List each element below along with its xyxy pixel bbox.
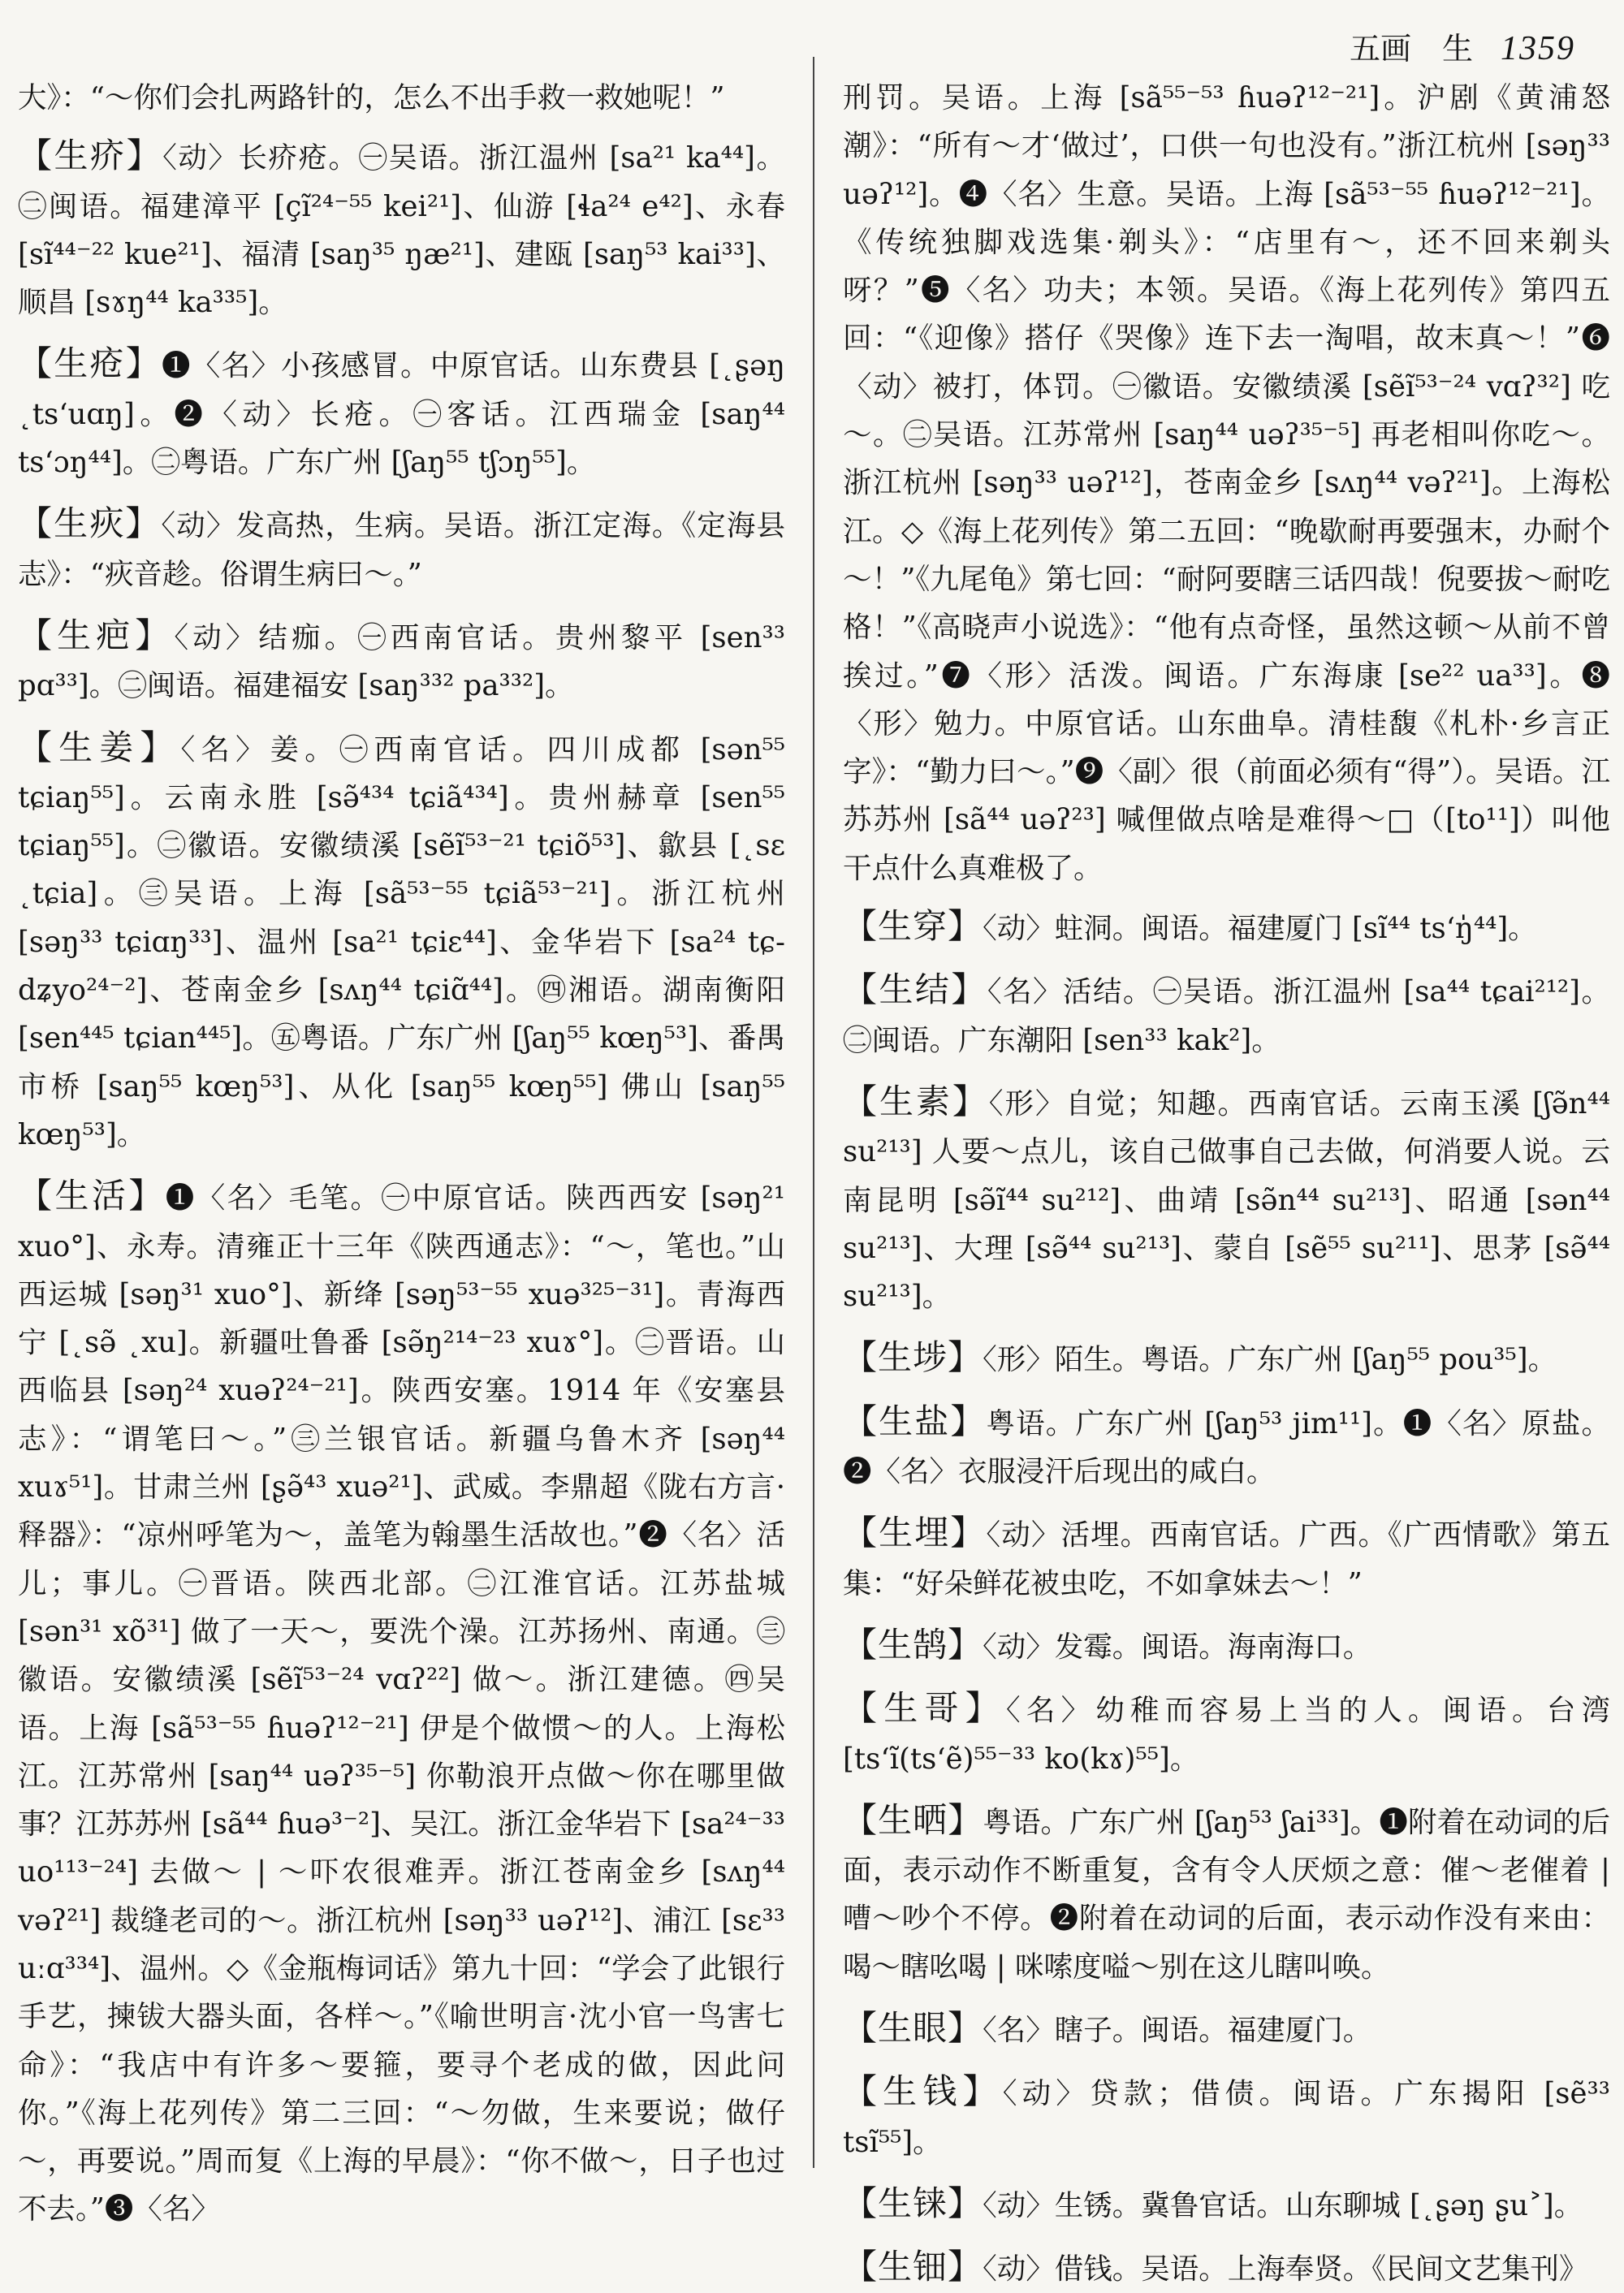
dictionary-entry bbox=[843, 2067, 1610, 2166]
entry-headword: 【生疥】 bbox=[18, 136, 163, 176]
entry-headword: 【生埋】 bbox=[843, 1513, 987, 1553]
entry-headword: 【生眼】 bbox=[843, 2007, 983, 2048]
dictionary-entry bbox=[18, 499, 785, 598]
entry-body: 〈动〉发霉。闽语。海南海口。 bbox=[983, 1630, 1372, 1664]
dictionary-entry bbox=[18, 1172, 785, 2234]
dictionary-entry bbox=[843, 71, 1610, 892]
entry-body: ❶〈名〉小孩感冒。中原官话。山东费县 [˛ʂəŋ ˛tsʻuɑŋ]。❷〈动〉长疮。㊀客话。江西瑞金 [saŋ⁴⁴ tsʻɔŋ⁴⁴]。㊁粤语。广东广州 [ʃaŋ⁵⁵ tʃɔŋ⁵⁵]。 bbox=[18, 349, 785, 480]
entry-headword: 【生盐】 bbox=[843, 1401, 987, 1441]
entry-headword: 【生铼】 bbox=[843, 2183, 983, 2223]
entry-headword: 【生疮】 bbox=[18, 343, 162, 384]
dictionary-entry bbox=[843, 1077, 1610, 1320]
entry-headword: 【生哥】 bbox=[843, 1688, 1006, 1729]
entry-headword: 【生结】 bbox=[843, 969, 987, 1010]
entry-headword: 【生穿】 bbox=[843, 906, 983, 947]
entry-body: 〈动〉结痂。㊀西南官话。贵州黎平 [sen³³ pɑ³³]。㊁闽语。福建福安 [saŋ³³² pa³³²]。 bbox=[18, 620, 785, 703]
page-header bbox=[49, 18, 1575, 67]
entry-headword: 【生晒】 bbox=[843, 1799, 983, 1840]
entry-body: 〈名〉活结。㊀吴语。浙江温州 [sa⁴⁴ tɕai²¹²]。㊁闽语。广东潮阳 [sen³³ kak²]。 bbox=[843, 975, 1610, 1057]
entry-body: 刑罚。吴语。上海 [sã⁵⁵⁻⁵³ ɦuəʔ¹²⁻²¹]。沪剧《黄浦怒潮》：“所有～才‘做过’，口供一句也没有。”浙江杭州 [səŋ³³ uəʔ¹²]。❹〈名〉生意。吴语。上海 [sã⁵³⁻⁵⁵ ɦuəʔ¹²⁻²¹]。《传统独脚戏选集·剃头》：“店里有～，还不回来剃头呀？”❺〈名〉功夫；本领。吴语。《海上花列传》第四五回：“《迎像》搭仔《哭像》连下去一淘唱，故末真～！”❻〈动〉被打，体罚。㊀徽语。安徽绩溪 [sẽĩ⁵³⁻²⁴ vɑʔ³²] 吃～。㊁吴语。江苏常州 [saŋ⁴⁴ uəʔ³⁵⁻⁵] 再老相叫你吃～。浙江杭州 [səŋ³³ uəʔ¹²]，苍南金乡 [sʌŋ⁴⁴ vəʔ²¹]。上海松江。◇《海上花列传》第二五回：“晚歇耐再要强末，办耐个～！”《九尾龟》第七回：“耐阿要瞎三话四哉！倪要拔～耐吃格！”《高晓声小说选》：“他有点奇怪，虽然这顿～从前不曾挨过。”❼〈形〉活泼。闽语。广东海康 [se²² ua³³]。❽〈形〉勉力。中原官话。山东曲阜。清桂馥《札朴·乡言正字》：“勤力曰～。”❾〈副〉很（前面必须有“得”）。吴语。江苏苏州 [sã⁴⁴ uəʔ²³] 喊俚做点啥是难得～□（[to¹¹]）叫他干点什么真难极了。 bbox=[843, 81, 1610, 885]
dictionary-entry bbox=[18, 339, 785, 486]
dictionary-entry bbox=[843, 2179, 1610, 2230]
dictionary-entry bbox=[18, 611, 785, 710]
dictionary-entry bbox=[843, 1397, 1610, 1496]
dictionary-entry bbox=[843, 1621, 1610, 1671]
entry-headword: 【生钱】 bbox=[843, 2071, 1003, 2112]
entry-body: 粤语。广东广州 [ʃaŋ⁵³ jim¹¹]。❶〈名〉原盐。❷〈名〉衣服浸汗后现出的咸白。 bbox=[843, 1406, 1610, 1489]
entry-body: 〈形〉自觉；知趣。西南官话。云南玉溪 [ʃə̃n⁴⁴ su²¹³] 人要～点儿，该自己做事自己去做，何消要人说。云南昆明 [sə̃ĩ⁴⁴ su²¹²]、曲靖 [sə̃n⁴⁴ su²¹³]、昭通 [sən⁴⁴ su²¹³]、大理 [sə̃⁴⁴ su²¹³]、蒙自 [sẽ⁵⁵ su²¹¹]、思茅 [sə̃⁴⁴ su²¹³]。 bbox=[843, 1086, 1610, 1314]
entry-body: 〈动〉长疥疮。㊀吴语。浙江温州 [sa²¹ ka⁴⁴]。㊁闽语。福建漳平 [çĩ²⁴⁻⁵⁵ kei²¹]、仙游 [ɬa²⁴ e⁴²]、永春 [sĩ⁴⁴⁻²² kue²¹]、福清 [saŋ³⁵ ŋæ²¹]、建瓯 [saŋ⁵³ kai³³]、顺昌 [sɤŋ⁴⁴ ka³³⁵]。 bbox=[18, 141, 785, 320]
entry-body: 〈动〉生锈。冀鲁官话。山东聊城 [˛ʂəŋ ʂu˃]。 bbox=[983, 2188, 1583, 2222]
dictionary-entry bbox=[843, 2004, 1610, 2054]
dictionary-entry bbox=[18, 132, 785, 326]
entry-headword: 【生疢】 bbox=[18, 503, 162, 544]
dictionary-entry bbox=[843, 902, 1610, 952]
entry-headword: 【生鹄】 bbox=[843, 1624, 983, 1665]
dictionary-entry bbox=[18, 723, 785, 1159]
right-column bbox=[843, 71, 1610, 2287]
entry-body: 〈名〉幼稚而容易上当的人。闽语。台湾 [tsʻĩ(tsʻẽ)⁵⁵⁻³³ ko(kɤ)⁵⁵]。 bbox=[843, 1694, 1610, 1776]
entry-body: 〈名〉姜。㊀西南官话。四川成都 [sən⁵⁵ tɕiaŋ⁵⁵]。云南永胜 [sə̃⁴³⁴ tɕiã⁴³⁴]。贵州赫章 [sen⁵⁵ tɕiaŋ⁵⁵]。㊁徽语。安徽绩溪 [sẽĩ⁵³⁻²¹ tɕiõ⁵³]、歙县 [˛sɛ ˛tɕia]。㊂吴语。上海 [sã⁵³⁻⁵⁵ tɕiã⁵³⁻²¹]。浙江杭州 [səŋ³³ tɕiɑŋ³³]、温州 [sa²¹ tɕiɛ⁴⁴]、金华岩下 [sa²⁴ tɕ-dʑyo²⁴⁻²]、苍南金乡 [sʌŋ⁴⁴ tɕiɑ̃⁴⁴]。㊃湘语。湖南衡阳 [sen⁴⁴⁵ tɕian⁴⁴⁵]。㊄粤语。广东广州 [ʃaŋ⁵⁵ kœŋ⁵³]、番禺市桥 [saŋ⁵⁵ kœŋ⁵³]、从化 [saŋ⁵⁵ kœŋ⁵⁵] 佛山 [saŋ⁵⁵ kœŋ⁵³]。 bbox=[18, 732, 785, 1151]
dictionary-entry bbox=[843, 1796, 1610, 1991]
dictionary-entry bbox=[843, 1684, 1610, 1783]
entry-body: 粤语。广东广州 [ʃaŋ⁵³ ʃai³³]。❶附着在动词的后面，表示动作不断重复，含有令人厌烦之意：催～老催着 | 嘈～吵个不停。❷附着在动词的后面，表示动作没有来由：喝～瞎吆喝 | 咪嗦度嗌～别在这儿瞎叫唤。 bbox=[843, 1805, 1610, 1984]
entry-body: 〈动〉活埋。西南官话。广西。《广西情歌》第五集：“好朵鲜花被虫吃，不如拿妹去～！” bbox=[843, 1518, 1610, 1600]
entry-headword: 【生钿】 bbox=[843, 2247, 983, 2287]
entry-body: 〈形〉陌生。粤语。广东广州 [ʃaŋ⁵⁵ pou³⁵]。 bbox=[983, 1343, 1557, 1377]
section-title: 五画 生 bbox=[1349, 31, 1473, 67]
entry-headword: 【生埗】 bbox=[843, 1337, 983, 1378]
dictionary-entry bbox=[843, 2243, 1610, 2293]
entry-body: 〈动〉借钱。吴语。上海奉贤。《民间文艺集刊》 bbox=[983, 2252, 1588, 2287]
entry-body: 〈动〉贷款；借债。闽语。广东揭阳 [sẽ³³ tsĩ⁵⁵]。 bbox=[843, 2077, 1610, 2159]
entry-body: 〈动〉蛀洞。闽语。福建厦门 [sĩ⁴⁴ tsʻŋ̍⁴⁴]。 bbox=[983, 912, 1537, 946]
entry-headword: 【生姜】 bbox=[18, 727, 181, 767]
entry-headword: 【生疤】 bbox=[18, 615, 175, 655]
entry-body: 〈动〉发高热，生病。吴语。浙江定海。《定海县志》：“疢音趁。俗谓生病曰～。” bbox=[18, 509, 785, 591]
column-divider bbox=[813, 57, 814, 2168]
entry-headword: 【生素】 bbox=[843, 1081, 989, 1121]
entry-body: 大》：“～你们会扎两路针的，怎么不出手救一救她呢！” bbox=[18, 81, 725, 114]
entry-headword: 【生活】 bbox=[18, 1176, 166, 1216]
dictionary-entry bbox=[843, 965, 1610, 1064]
dictionary-entry bbox=[18, 71, 785, 122]
left-column bbox=[18, 71, 785, 2226]
entry-body: 〈名〉瞎子。闽语。福建厦门。 bbox=[983, 2013, 1372, 2047]
dictionary-entry bbox=[843, 1509, 1610, 1608]
page-number: 1359 bbox=[1501, 30, 1575, 67]
entry-body: ❶〈名〉毛笔。㊀中原官话。陕西西安 [səŋ²¹ xuo°]、永寿。清雍正十三年《陕西通志》：“～，笔也。”山西运城 [səŋ³¹ xuo°]、新绛 [səŋ⁵³⁻⁵⁵ xuə³²⁵⁻³¹]。青海西宁 [˛sə̃ ˛xu]。新疆吐鲁番 [sə̃ŋ²¹⁴⁻²³ xuɤ°]。㊁晋语。山西临县 [səŋ²⁴ xuəʔ²⁴⁻²¹]。陕西安塞。1914 年《安塞县志》：“谓笔曰～。”㊂兰银官话。新疆乌鲁木齐 [səŋ⁴⁴ xuɤ⁵¹]。甘肃兰州 [ʂə̃⁴³ xuə²¹]、武威。李鼎超《陇右方言·释器》：“凉州呼笔为～，盖笔为翰墨生活故也。”❷〈名〉活儿；事儿。㊀晋语。陕西北部。㊁江淮官话。江苏盐城 [sən³¹ xõ³¹] 做了一天～，要洗个澡。江苏扬州、南通。㊂徽语。安徽绩溪 [sẽĩ⁵³⁻²⁴ vɑʔ²²] 做～。浙江建德。㊃吴语。上海 [sã⁵³⁻⁵⁵ ɦuəʔ¹²⁻²¹] 伊是个做惯～的人。上海松江。江苏常州 [saŋ⁴⁴ uəʔ³⁵⁻⁵] 你勒浪开点做～你在哪里做事？江苏苏州 [sã⁴⁴ ɦuə³⁻²]、吴江。浙江金华岩下 [sa²⁴⁻³³ uo¹¹³⁻²⁴] 去做～ | ～吓农很难弄。浙江苍南金乡 [sʌŋ⁴⁴ vəʔ²¹] 裁缝老司的～。浙江杭州 [səŋ³³ uəʔ¹²]、浦江 [sɛ³³ uːɑ³³⁴]、温州。◇《金瓶梅词话》第九十回：“学会了此银行手艺，揀钹大器头面，各样～。”《喻世明言·沈小官一鸟害七命》：“我店中有许多～要箍，要寻个老成的做，因此问你。”《海上花列传》第二三回：“～勿做，生来要说；做仔～，再要说。”周而复《上海的早晨》：“你不做～，日子也过不去。”❸〈名〉 bbox=[18, 1181, 785, 2226]
dictionary-entry bbox=[843, 1333, 1610, 1384]
